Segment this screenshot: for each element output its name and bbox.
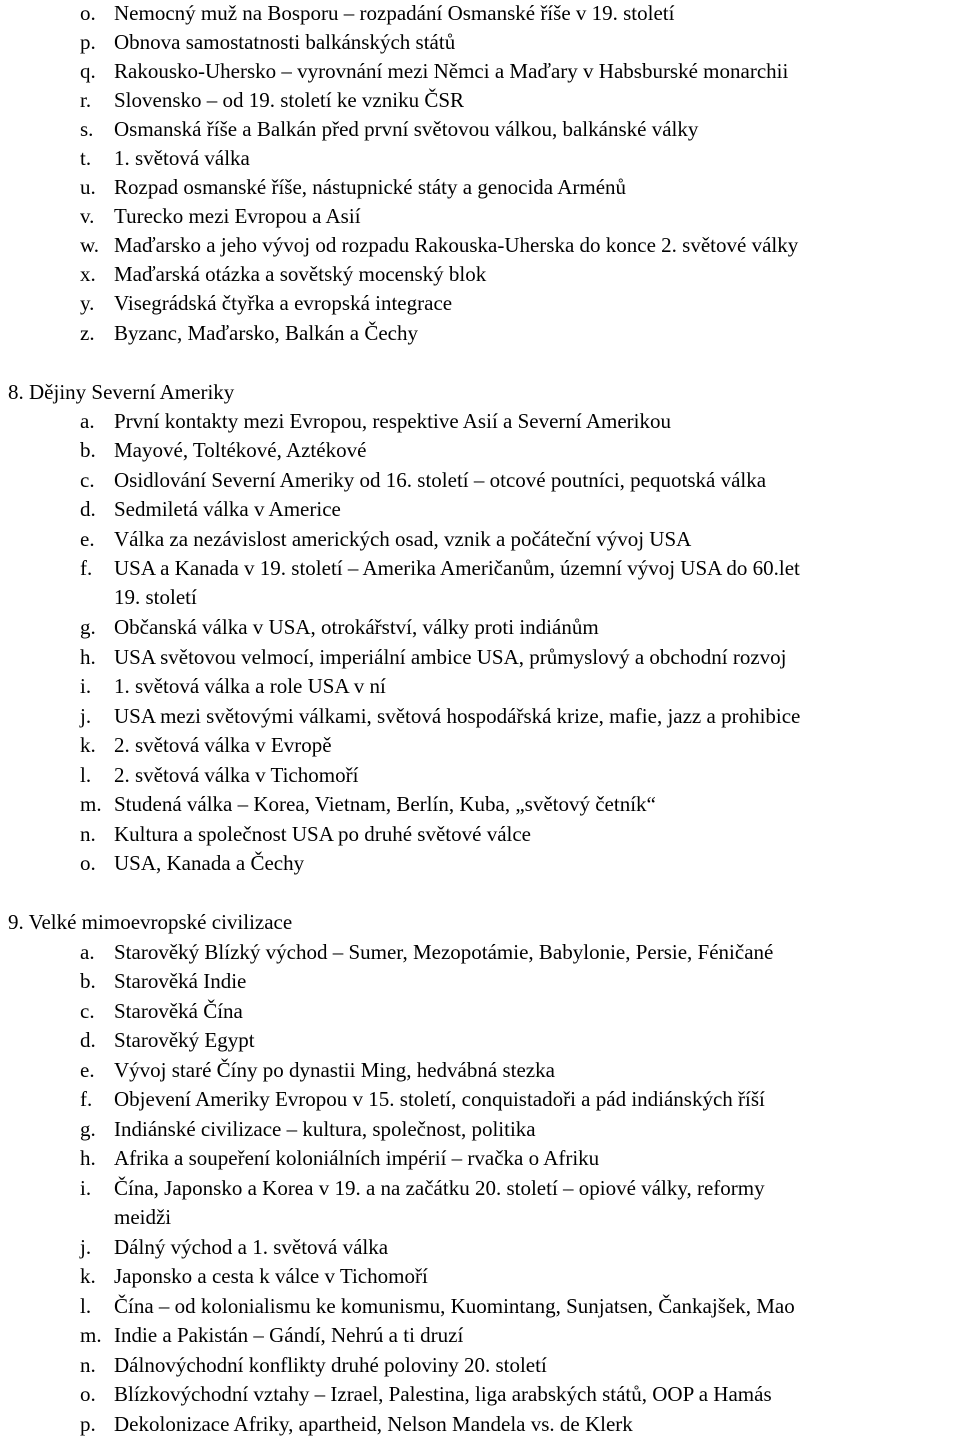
list-letter: e. <box>80 527 95 551</box>
list-text: Obnova samostatnosti balkánských států <box>114 30 456 54</box>
list-letter: t. <box>80 146 92 170</box>
list-letter: g. <box>80 1117 96 1141</box>
list-text: Starověký Egypt <box>114 1028 255 1052</box>
list-item-continuation: meidži <box>114 1205 172 1229</box>
list-letter: o. <box>80 1 96 25</box>
list-letter: m. <box>80 792 102 816</box>
list-letter: l. <box>80 1294 92 1318</box>
list-letter: g. <box>80 615 96 639</box>
list-letter: n. <box>80 1353 96 1377</box>
list-text: Dálnovýchodní konflikty druhé poloviny 20. století <box>114 1353 547 1377</box>
list-letter: c. <box>80 468 95 492</box>
list-letter: i. <box>80 1176 92 1200</box>
list-letter: m. <box>80 1323 102 1347</box>
list-text: Občanská válka v USA, otrokářství, války proti indiánům <box>114 615 599 639</box>
list-text: Blízkovýchodní vztahy – Izrael, Palestina, liga arabských států, OOP a Hamás <box>114 1382 772 1406</box>
list-text: USA světovou velmocí, imperiální ambice USA, průmyslový a obchodní rozvoj <box>114 645 787 669</box>
list-text: Slovensko – od 19. století ke vzniku ČSR <box>114 88 465 112</box>
list-letter: d. <box>80 497 96 521</box>
list-letter: x. <box>80 262 96 286</box>
list-item-continuation: 19. století <box>114 585 197 609</box>
list-text: USA, Kanada a Čechy <box>114 851 305 875</box>
list-letter: w. <box>80 233 100 257</box>
list-letter: o. <box>80 1382 96 1406</box>
list-letter: i. <box>80 674 92 698</box>
list-text: První kontakty mezi Evropou, respektive Asií a Severní Amerikou <box>114 409 671 433</box>
list-letter: h. <box>80 1146 96 1170</box>
list-letter: a. <box>80 409 95 433</box>
list-text: Vývoj staré Číny po dynastii Ming, hedvábná stezka <box>114 1058 555 1082</box>
list-letter: r. <box>80 88 92 112</box>
list-letter: k. <box>80 733 96 757</box>
list-text: Osmanská říše a Balkán před první světovou válkou, balkánské války <box>114 117 699 141</box>
list-text: Starověký Blízký východ – Sumer, Mezopotámie, Babylonie, Persie, Féničané <box>114 940 774 964</box>
list-text: Maďarská otázka a sovětský mocenský blok <box>114 262 487 286</box>
list-text: Rozpad osmanské říše, nástupnické státy a genocida Arménů <box>114 175 627 199</box>
list-text: Starověká Indie <box>114 969 247 993</box>
list-text: Starověká Čína <box>114 999 243 1023</box>
list-text: USA a Kanada v 19. století – Amerika Američanům, územní vývoj USA do 60.let <box>114 556 800 580</box>
list-text: Čína – od kolonialismu ke komunismu, Kuomintang, Sunjatsen, Čankajšek, Mao <box>114 1294 795 1318</box>
list-text: Afrika a soupeření koloniálních impérií – rvačka o Afriku <box>114 1146 600 1170</box>
list-text: Válka za nezávislost amerických osad, vznik a počáteční vývoj USA <box>114 527 692 551</box>
list-letter: p. <box>80 30 96 54</box>
list-letter: f. <box>80 556 93 580</box>
list-text: Turecko mezi Evropou a Asií <box>114 204 361 228</box>
list-text: Dekolonizace Afriky, apartheid, Nelson Mandela vs. de Klerk <box>114 1412 633 1436</box>
list-text: 1. světová válka <box>114 146 250 170</box>
list-letter: e. <box>80 1058 95 1082</box>
list-letter: y. <box>80 291 95 315</box>
list-letter: b. <box>80 438 96 462</box>
list-text: Rakousko-Uhersko – vyrovnání mezi Němci a Maďary v Habsburské monarchii <box>114 59 789 83</box>
list-text: Japonsko a cesta k válce v Tichomoří <box>114 1264 428 1288</box>
list-letter: f. <box>80 1087 93 1111</box>
list-letter: j. <box>80 704 92 728</box>
list-text: 2. světová válka v Evropě <box>114 733 332 757</box>
list-letter: c. <box>80 999 95 1023</box>
list-text: Mayové, Toltékové, Aztékové <box>114 438 367 462</box>
list-text: Osidlování Severní Ameriky od 16. století – otcové poutníci, pequotská válka <box>114 468 767 492</box>
list-letter: k. <box>80 1264 96 1288</box>
list-text: 2. světová válka v Tichomoří <box>114 763 359 787</box>
list-text: Sedmiletá válka v Americe <box>114 497 341 521</box>
list-text: Objevení Ameriky Evropou v 15. století, conquistadoři a pád indiánských říší <box>114 1087 765 1111</box>
list-text: 1. světová válka a role USA v ní <box>114 674 386 698</box>
list-text: Byzanc, Maďarsko, Balkán a Čechy <box>114 321 418 345</box>
section-heading: 9. Velké mimoevropské civilizace <box>8 910 293 934</box>
section-heading: 8. Dějiny Severní Ameriky <box>8 380 235 404</box>
list-letter: s. <box>80 117 94 141</box>
list-text: Indie a Pakistán – Gándí, Nehrú a ti druzí <box>114 1323 464 1347</box>
list-letter: d. <box>80 1028 96 1052</box>
list-letter: b. <box>80 969 96 993</box>
list-letter: u. <box>80 175 96 199</box>
list-letter: q. <box>80 59 96 83</box>
list-text: Nemocný muž na Bosporu – rozpadání Osmanské říše v 19. století <box>114 1 675 25</box>
list-text: Studená válka – Korea, Vietnam, Berlín, Kuba, „světový četník“ <box>114 792 656 816</box>
list-letter: n. <box>80 822 96 846</box>
list-letter: o. <box>80 851 96 875</box>
list-text: Indiánské civilizace – kultura, společnost, politika <box>114 1117 536 1141</box>
list-text: Maďarsko a jeho vývoj od rozpadu Rakouska-Uherska do konce 2. světové války <box>114 233 799 257</box>
list-text: Dálný východ a 1. světová válka <box>114 1235 389 1259</box>
list-text: Čína, Japonsko a Korea v 19. a na začátku 20. století – opiové války, reformy <box>114 1176 765 1200</box>
list-letter: l. <box>80 763 92 787</box>
list-text: Visegrádská čtyřka a evropská integrace <box>114 291 453 315</box>
list-letter: v. <box>80 204 95 228</box>
list-letter: a. <box>80 940 95 964</box>
list-letter: j. <box>80 1235 92 1259</box>
list-letter: p. <box>80 1412 96 1436</box>
list-letter: z. <box>80 321 95 345</box>
list-text: USA mezi světovými válkami, světová hospodářská krize, mafie, jazz a prohibice <box>114 704 801 728</box>
list-text: Kultura a společnost USA po druhé světové válce <box>114 822 531 846</box>
list-letter: h. <box>80 645 96 669</box>
